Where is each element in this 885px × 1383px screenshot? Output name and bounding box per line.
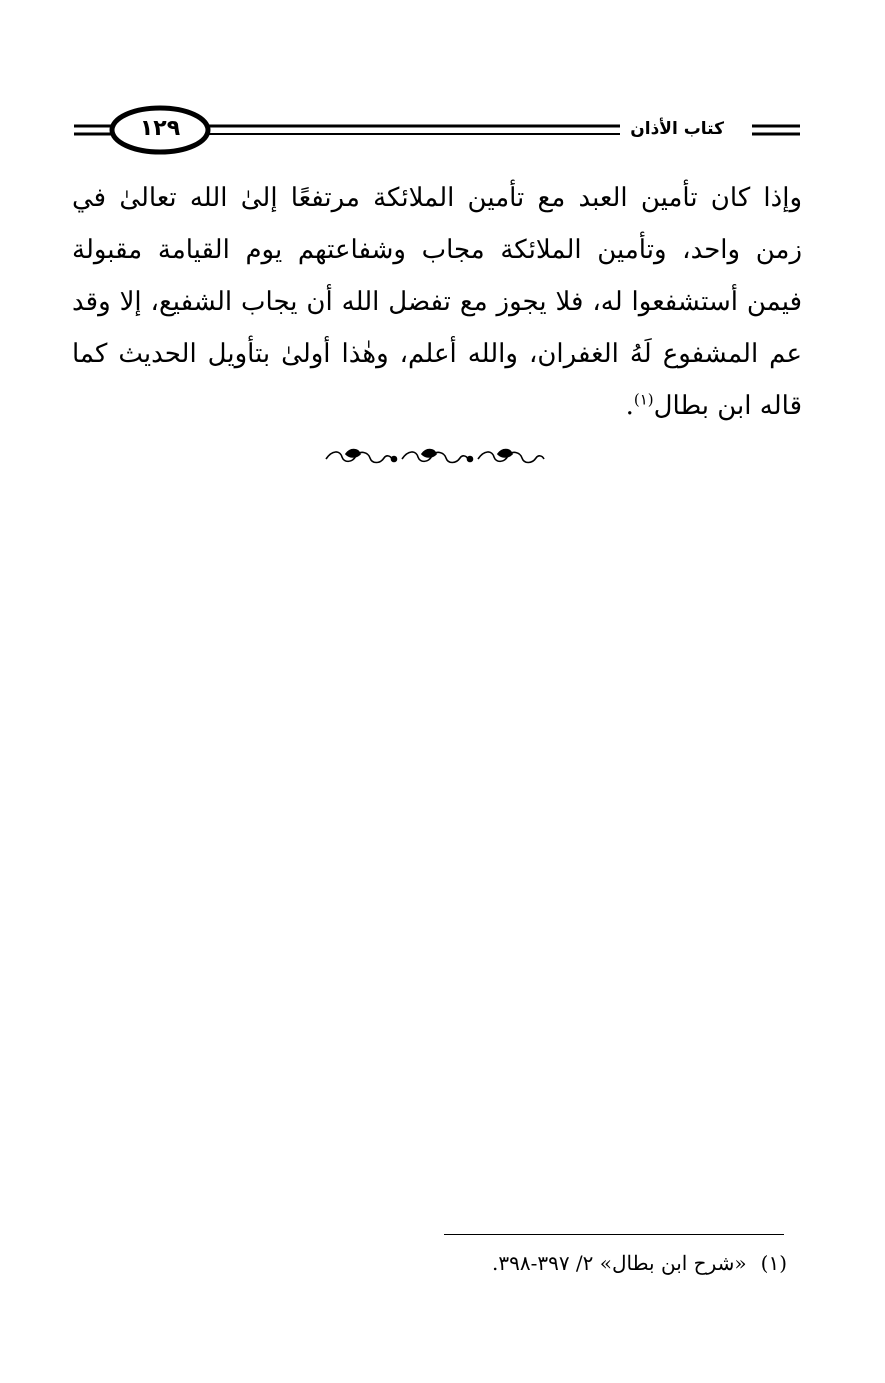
text-line: وإذا كان تأمين العبد مع تأمين الملائكة مرتفعًا إلىٰ الله تعالىٰ في [72,183,802,213]
footnote-number: (١) [760,1251,787,1275]
end-mark: . [625,391,634,421]
page-number: ١٢٩ [139,116,181,141]
text-line: قاله ابن بطال [653,391,802,421]
text-line-last [72,380,802,432]
footnote [492,1248,787,1278]
running-title: كتاب الأذان [624,116,730,142]
section-ornament-icon [322,444,548,474]
footnote-separator [444,1234,784,1235]
main-paragraph [72,172,802,432]
text-line: عم المشفوع لَهُ الغفران، والله أعلم، وهٰذا أولىٰ بتأويل الحديث كما [72,339,802,369]
footnote-reference[interactable]: (١) [633,390,654,409]
page-header [74,104,800,156]
footnote-text: «شرح ابن بطال» ٢/ ٣٩٧-٣٩٨. [491,1251,747,1275]
text-line: فيمن أستشفعوا له، فلا يجوز مع تفضل الله أن يجاب الشفيع، إلا وقد [72,287,802,317]
text-line: زمن واحد، وتأمين الملائكة مجاب وشفاعتهم يوم القيامة مقبولة [72,235,802,265]
